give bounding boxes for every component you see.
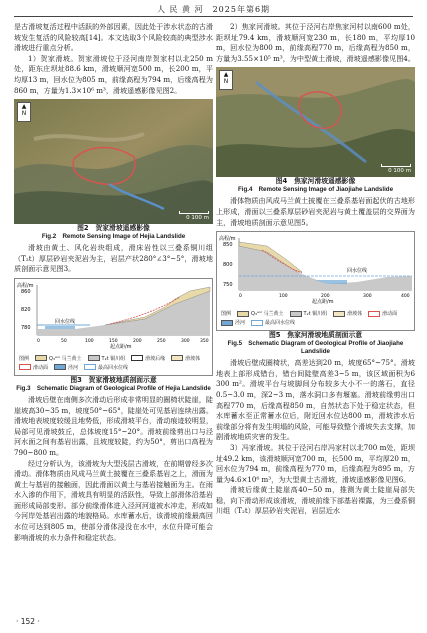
water-level-label: 回水位线: [55, 318, 76, 325]
paragraph: 1）贺家滑坡。贺家滑坡位于泾河南岸贺家村以北250 m处，距东庄坝址88.6 km，滑坡顺河宽500 m，长200 m，平均厚13 m，回水位为805 m，前缘高程为794 m，后缘高程为860 m，方量为1.3×10⁶ m³，滑坡遥感影像见图2。: [14, 53, 213, 95]
satellite-image: [14, 99, 213, 224]
water-level-label: 回水位线: [347, 268, 368, 275]
paragraph: 滑坡由黄土、风化岩块组成，滑床岩性以三叠系铜川组（T₂t）厚层砂岩夹泥岩为主，岩层产状280°∠3°~5°，滑坡地质剖面示意见图3。: [14, 243, 213, 274]
river: [45, 326, 75, 329]
geological-profile: [216, 231, 415, 331]
figure-caption-cn: 图3 贺家滑坡地质剖面示意: [70, 375, 157, 384]
right-column: [216, 22, 415, 517]
left-column: [14, 22, 213, 543]
paragraph: 是古滑坡复活过程中活跃的外部因素，因此处于涉水状态的古滑坡发生复活的风险较高[14]。本文选取3个风险较高的典型涉水滑坡进行重点分析。: [14, 22, 213, 53]
y-tick: 780: [21, 324, 31, 331]
figure-caption-cn: 图5 焦家河滑坡地质剖面示意: [268, 331, 363, 340]
paragraph: 2）焦家河滑坡。其位于泾河右岸焦家河村以南600 m处，距坝址79.4 km，滑坡顺河宽230 m，长180 m，平均厚10 m，回水位为800 m，前缘高程770 m，后缘高程为850 m，方量为3.55×10⁵ m³，为中型黄土滑坡，滑坡遥感影像见图4。: [216, 22, 415, 63]
svg-text:100: 100: [85, 338, 94, 344]
svg-text:100: 100: [279, 294, 288, 300]
svg-text:800: 800: [223, 262, 233, 269]
satellite-image: [216, 67, 415, 177]
y-axis-label: 高程/m: [17, 282, 34, 289]
journal-header: 人 民 黄 河 2025年第6期: [156, 5, 271, 14]
svg-text:50: 50: [61, 338, 67, 344]
svg-text:200: 200: [321, 294, 330, 300]
x-axis-label: 起点距/m: [312, 299, 334, 305]
svg-text:0: 0: [37, 338, 40, 344]
figure-2: [14, 99, 213, 241]
y-axis-label: 高程/m: [219, 236, 236, 243]
figure-caption-en: Fig.2 Remote Sensing Image of Hejia Landslide: [41, 233, 186, 241]
paragraph: 滑坡后缘黄土陡崖高40~50 m，推测为黄土陡崖局部失稳，向下滑动形成该滑坡，滑坡前缘下部基岩裸露，为三叠系铜川组（T₂t）厚层砂岩夹泥岩，岩层近水: [216, 485, 415, 516]
legend: 图例 Q₃ᵉᵒˡ 马兰黄土 T₂t 铜川组 滑坡体 滑动面 泾河 最高回水位线: [221, 311, 398, 327]
svg-text:0: 0: [239, 294, 242, 300]
page-number: · 152 ·: [16, 617, 40, 626]
svg-text:750: 750: [223, 282, 233, 289]
x-axis-label: 起点距/m: [110, 343, 132, 349]
paragraph: 滑体物质由风成马兰黄土披覆在三叠系基岩面起伏的古地形上形成，滑面以三叠系厚层砂岩夹泥岩与黄土覆盖层的交界面为主，滑坡地质剖面示意见图5。: [216, 196, 415, 227]
geological-profile: [14, 278, 213, 376]
north-arrow-icon: ▲ N: [17, 102, 31, 122]
scale-bar: [381, 164, 411, 167]
paragraph: 经过分析认为，该滑坡为大型浅层古滑坡，在前期曾经多次滑动。滑体物质由风成马兰黄土披覆在三叠系基岩之上，滑面为黄土与基岩的接触面，因此滑面以黄土与基岩接触面为主。在雨水入渗的作用下，滑坡具有明显的活跃性，导致上部滑体沿基岩面形成局部变形。部分前缘滑体进入泾河河道被水冲走，形成如今河岸处基岩出露的地貌格局。水库蓄水后，该滑坡前缘最高回水位可达到805 m，使部分滑体浸没在水中，水位升降可能会影响滑坡的水力条件和稳定状态。: [14, 458, 213, 542]
figure-5: [216, 231, 415, 356]
svg-text:150: 150: [109, 338, 118, 344]
svg-text:350: 350: [200, 338, 209, 344]
header-rule: [14, 16, 413, 17]
figure-caption-cn: 图4 焦家河滑坡遥感影像: [275, 177, 356, 186]
figure-caption-en: Fig.4 Remote Sensing Image of Jiaojiahe Landslide: [237, 186, 394, 194]
figure-caption-cn: 图2 贺家滑坡遥感影像: [77, 224, 150, 233]
figure-3: [14, 278, 213, 393]
svg-text:850: 850: [223, 242, 233, 249]
scale-label: 0 100 m: [186, 215, 209, 222]
legend: 图例 Q₃ᵉᵒˡ 马兰黄土 T₂t 铜川组 滑坡后缘 滑坡体 滑动面 泾河 最高回水位线: [19, 355, 201, 371]
paragraph: 滑坡后壁在南侧多次滑动后形成非常明显的圈椅状陡崖，陡崖坡高30~35 m，坡度50°~65°，陡崖处可见基岩连续出露。滑坡地表坡度较缓且地势低，形成滑坡平台，滑动痕迹较明显，局部可见滑坡鼓丘，总体坡度15°~20°。滑坡前缘剪出口与泾河水面之间有基岩出露，且坡度较陡，约为50°，剪出口高程为790~800 m。: [14, 394, 213, 457]
figure-caption-en: Fig.3 Schematic Diagram of Geological Profile of Hejia Landslide: [16, 384, 211, 392]
figure-4: [216, 67, 415, 194]
scale-bar: [179, 211, 209, 214]
north-arrow-icon: ▲ N: [219, 70, 233, 90]
figure-caption-en: Fig.5 Schematic Diagram of Geological Profile of Jiaojiahe Landslide: [227, 340, 404, 356]
running-header: [0, 0, 427, 18]
paragraph: 3）冯家滑坡。其位于泾河右岸冯家村以北700 m处，距坝址49.2 km，该滑坡顺河宽700 m，长500 m，平均厚20 m，回水位为794 m，前缘高程为770 m，后缘高程为895 m，方量为4.6×10⁶ m³，为大型黄土古滑坡，滑坡遥感影像见图6。: [216, 442, 415, 484]
svg-text:200: 200: [133, 338, 142, 344]
y-tick: 820: [21, 306, 31, 313]
paragraph: 滑坡后壁成圈椅状，高差达到20 m，坡度65°~75°。滑坡地表上部形成错台，错台间陡壁高差3~5 m，该区域面积为6 300 m²。滑坡平台与坡脚间分布较多大小不一的落石，直径0.5~3.0 m，深2~3 m，落水洞口多有堰塞。滑坡前缘剪出口高程770 m，后缘高程850 m，自然状态下处于稳定状态，但水库蓄水至正常蓄水位后，附近回水位达800 m，滑坡涉水后前缘部分将有发生明塌的风险，可能导致整个滑坡失去支撑，加剧滑坡地质灾害的发生。: [216, 358, 415, 442]
scale-label: 0 100 m: [388, 168, 411, 175]
svg-text:400: 400: [401, 294, 410, 300]
svg-text:300: 300: [181, 338, 190, 344]
svg-text:300: 300: [363, 294, 372, 300]
svg-text:250: 250: [157, 338, 166, 344]
y-tick: 860: [21, 288, 31, 295]
